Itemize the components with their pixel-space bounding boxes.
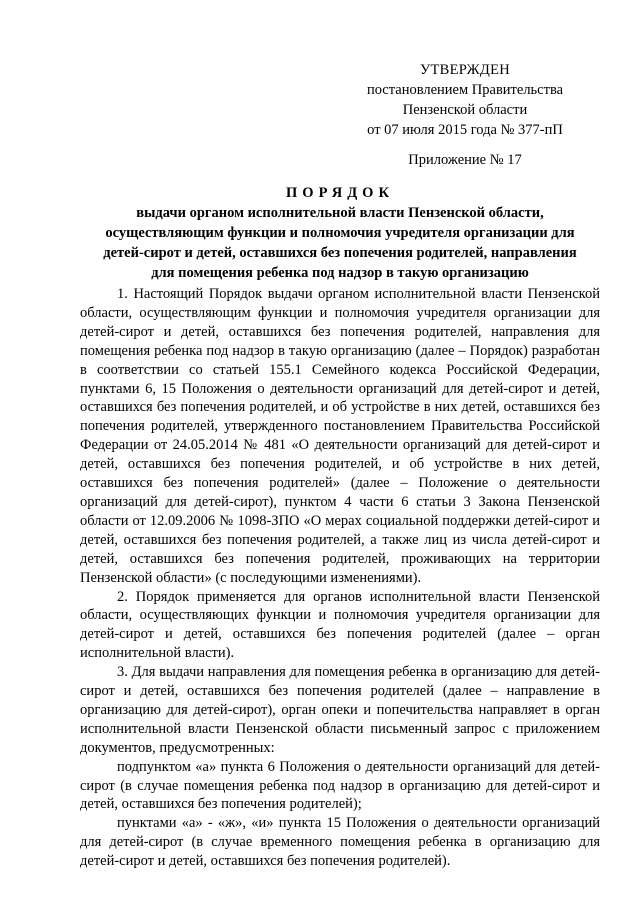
title-line-2: осуществляющим функции и полномочия учредителя организации для: [105, 225, 575, 241]
approval-stamp: [330, 60, 600, 140]
paragraph-3: 3. Для выдачи направления для помещения ребенка в организацию для детей-сирот и детей, оставшихся без попечения родителей (далее – направление в организацию для детей-сирот), орган опеки и попечительства направляет в орган исполнительной власти Пензенской области письменный запрос с приложением документов, предусмотренных:: [80, 664, 600, 756]
paragraph-2: 2. Порядок применяется для органов исполнительной власти Пензенской области, осуществляющих функции и полномочия учредителя организации для детей-сирот и детей, оставшихся без попечения родителей (далее – орган исполнительной власти).: [80, 588, 600, 662]
paragraph-3-item-a: подпунктом «а» пункта 6 Положения о деятельности организаций для детей-сирот (в случае помещения ребенка под надзор в организацию для детей-сирот и детей, оставшихся без попечения родителей);: [80, 758, 600, 813]
approval-line-2: Пензенской области: [402, 102, 528, 118]
title-line-3: детей-сирот и детей, оставшихся без попечения родителей, направления: [103, 245, 577, 261]
approval-line-1: постановлением Правительства: [366, 82, 564, 98]
document-body: [80, 285, 600, 871]
approval-status: УТВЕРЖДЕН: [419, 62, 511, 78]
title-line-4: для помещения ребенка под надзор в такую организацию: [151, 265, 529, 281]
document-title: [80, 183, 600, 283]
title-heading: ПОРЯДОК: [286, 185, 394, 201]
paragraph-3-item-b: пунктами «а» - «ж», «и» пункта 15 Положения о деятельности организаций для детей-сирот (в случае временного помещения ребенка в организацию для детей-сирот и детей, оставшихся без попечения родителей).: [80, 815, 600, 870]
approval-line-3: от 07 июля 2015 года № 377-пП: [367, 122, 563, 138]
title-line-1: выдачи органом исполнительной власти Пензенской области,: [136, 205, 544, 221]
appendix-number: Приложение № 17: [408, 152, 522, 168]
paragraph-1: 1. Настоящий Порядок выдачи органом исполнительной власти Пензенской области, осуществляющим функции и полномочия учредителя организации для детей-сирот и детей, оставшихся без попечения родителей, направления для помещения ребенка под надзор в такую организацию (далее – Порядок) разработан в соответствии со статьей 155.1 Семейного кодекса Российской Федерации, пунктами 6, 15 Положения о деятельности организаций для детей-сирот и детей, оставшихся без попечения родителей, и об устройстве в них детей, оставшихся без попечения родителей, утвержденного постановлением Правительства Российской Федерации от 24.05.2014 № 481 «О деятельности организаций для детей-сирот и детей, оставшихся без попечения родителей, и об устройстве в них детей, оставшихся без попечения родителей» (далее – Положение о деятельности организаций для детей-сирот), пунктом 4 части 6 статьи 3 Закона Пензенской области от 12.09.2006 № 1098-ЗПО «О мерах социальной поддержки детей-сирот и детей, оставшихся без попечения родителей, а также лиц из числа детей-сирот и детей, оставшихся без попечения родителей, проживающих на территории Пензенской области» (с последующими изменениями).: [80, 286, 600, 586]
